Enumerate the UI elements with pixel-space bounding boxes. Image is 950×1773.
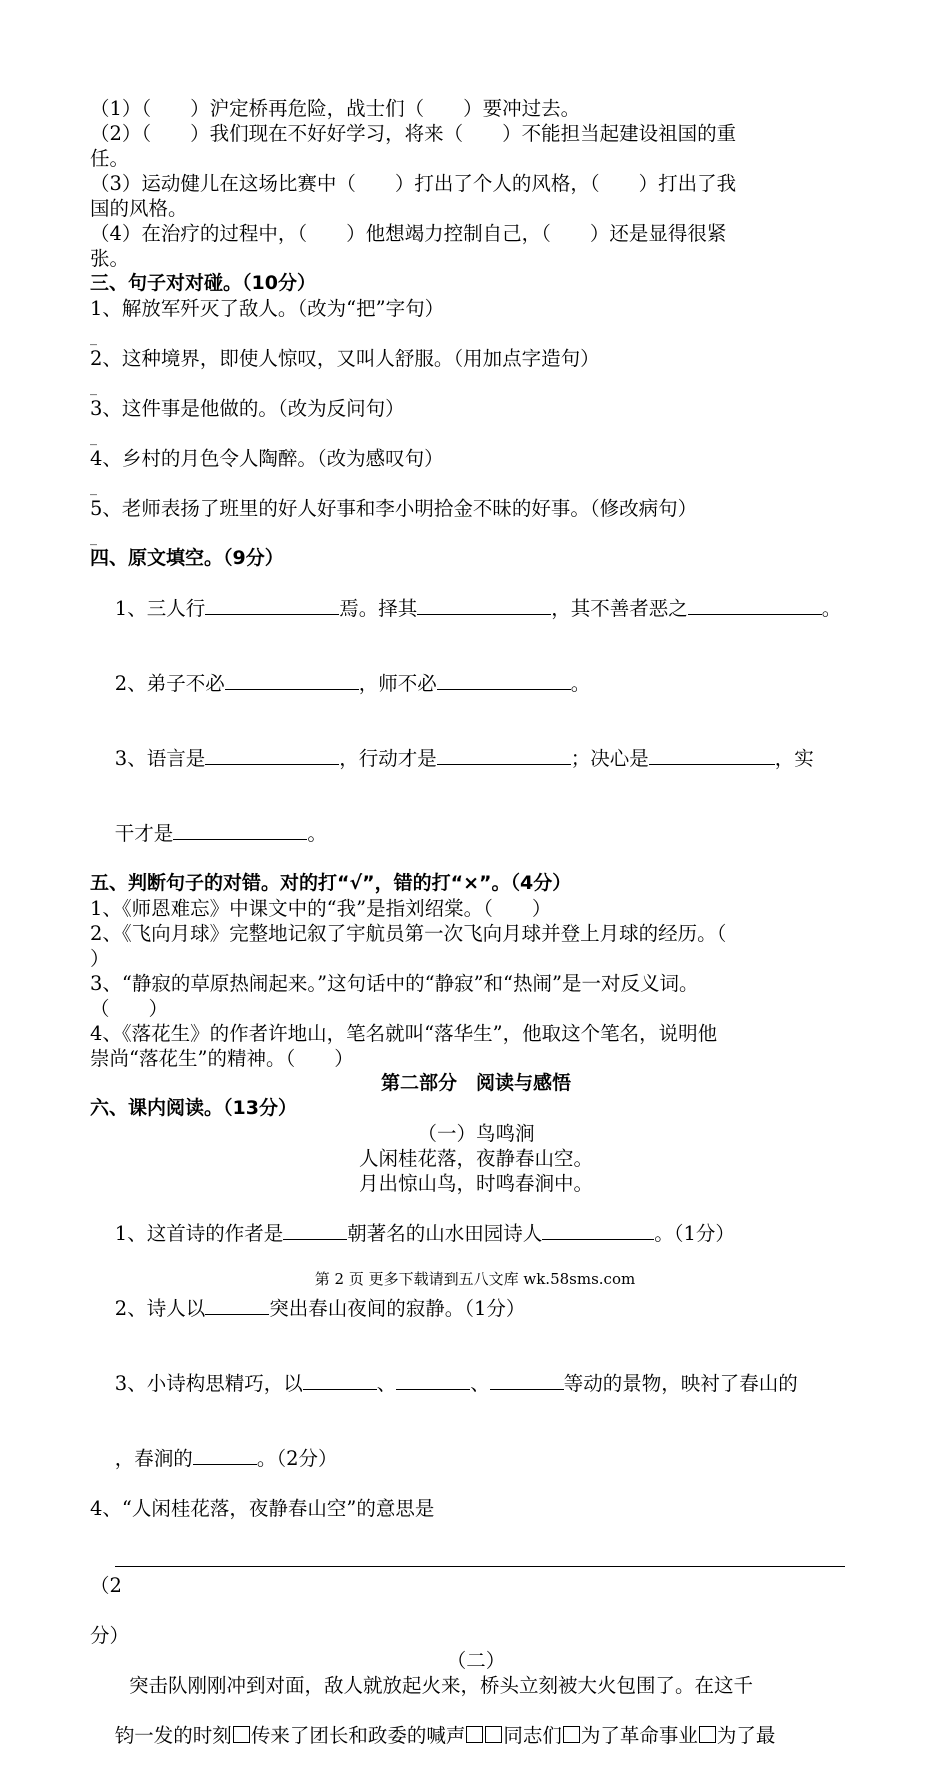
fill-line	[90, 721, 862, 796]
text-segment: 。（1分）	[654, 1222, 735, 1245]
answer-stub[interactable]: _	[90, 530, 97, 546]
question-line: 国的风格。	[90, 197, 188, 220]
part-title: 第二部分 阅读与感悟	[380, 1072, 571, 1094]
answer-stub[interactable]: _	[90, 480, 97, 496]
passage-title: （二）	[446, 1649, 506, 1672]
question-line: （ ）	[90, 997, 169, 1020]
punctuation-box[interactable]	[699, 1726, 716, 1743]
question-line: 3、“静寂的草原热闹起来。”这句话中的“静寂”和“热闹”是一对反义词。	[90, 972, 699, 995]
fill-line	[90, 571, 862, 646]
fill-blank[interactable]	[396, 1371, 470, 1390]
score-label: （2	[90, 1574, 122, 1597]
text-segment: ，其不善者恶之	[551, 597, 688, 620]
section-heading: 三、句子对对碰。（10分）	[90, 272, 316, 294]
answer-stub[interactable]: _	[90, 330, 97, 346]
text-segment: 为了最	[716, 1724, 776, 1747]
text-segment: ，实	[774, 747, 814, 770]
question-line: 4、乡村的月色令人陶醉。（改为感叹句）	[90, 447, 444, 470]
text-segment: 干才是	[114, 822, 174, 845]
question-line: 1、《师恩难忘》中课文中的“我”是指刘绍棠。（ ）	[90, 897, 552, 920]
text-segment: 3、小诗构思精巧，以	[114, 1372, 303, 1395]
text-segment: 为了革命事业	[580, 1724, 698, 1747]
question-line: 张。	[90, 247, 130, 270]
text-segment: 钧一发的时刻	[114, 1724, 232, 1747]
question-line: （2）（ ）我们现在不好好学习，将来（ ）不能担当起建设祖国的重	[90, 122, 737, 145]
text-segment: 等动的景物，映衬了春山的	[563, 1372, 798, 1395]
poem-title: （一）鸟鸣涧	[417, 1122, 535, 1145]
fill-blank[interactable]	[649, 746, 775, 765]
text-segment: ，行动才是	[339, 747, 437, 770]
fill-blank[interactable]	[205, 596, 339, 615]
text-segment: 朝著名的山水田园诗人	[347, 1222, 543, 1245]
fill-blank[interactable]	[437, 671, 571, 690]
question-line: 2、这种境界，即使人惊叹，又叫人舒服。（用加点字造句）	[90, 347, 600, 370]
text-segment: 1、三人行	[114, 597, 206, 620]
text-segment: 突出春山夜间的寂静。（1分）	[269, 1297, 526, 1320]
fill-blank[interactable]	[225, 671, 359, 690]
question-line: 2、《飞向月球》完整地记叙了宇航员第一次飞向月球并登上月球的经历。（	[90, 922, 727, 945]
page-footer: 第 2 页 更多下载请到五八文库 wk.58sms.com	[314, 1270, 636, 1288]
fill-line	[90, 646, 862, 721]
text-segment: ，师不必	[358, 672, 437, 695]
question-line: ）	[90, 947, 110, 970]
exam-page	[90, 96, 862, 1773]
text-segment: 。	[821, 597, 842, 620]
text-segment: 。	[570, 672, 591, 695]
fill-blank[interactable]	[688, 596, 822, 615]
fill-blank[interactable]	[205, 746, 339, 765]
fill-line	[90, 1421, 862, 1496]
text-segment: 1、这首诗的作者是	[114, 1222, 284, 1245]
punctuation-box[interactable]	[233, 1726, 250, 1743]
question-line: 崇尚“落花生”的精神。（ ）	[90, 1047, 354, 1070]
passage-line: 突击队刚刚冲到对面，敌人就放起火来，桥头立刻被大火包围了。在这千	[129, 1674, 754, 1697]
fill-line	[90, 1196, 862, 1271]
text-segment: 2、弟子不必	[114, 672, 225, 695]
text-segment: 、	[376, 1372, 397, 1395]
question-line: （3）运动健儿在这场比赛中（ ）打出了个人的风格，（ ）打出了我	[90, 172, 737, 195]
question-line: 4、“人闲桂花落，夜静春山空”的意思是	[90, 1497, 435, 1520]
section-heading: 五、判断句子的对错。对的打“√”，错的打“×”。（4分）	[90, 872, 572, 894]
fill-line	[90, 1346, 862, 1421]
punctuation-box[interactable]	[563, 1726, 580, 1743]
fill-blank[interactable]	[542, 1221, 654, 1240]
question-line: 3、这件事是他做的。（改为反问句）	[90, 397, 405, 420]
text-segment: 。（2分）	[256, 1447, 338, 1470]
poem-line: 月出惊山鸟，时鸣春涧中。	[358, 1172, 593, 1195]
text-segment: ，春涧的	[114, 1447, 193, 1470]
text-segment: 3、语言是	[114, 747, 206, 770]
question-line: 1、解放军歼灭了敌人。（改为“把”字句）	[90, 297, 445, 320]
fill-line	[90, 796, 862, 871]
text-segment: 传来了团长和政委的喊声	[250, 1724, 466, 1747]
text-segment: 2、诗人以	[114, 1297, 206, 1320]
text-segment: 、	[470, 1372, 490, 1395]
text-segment: 。	[307, 822, 327, 845]
answer-stub[interactable]: _	[90, 430, 97, 446]
fill-blank[interactable]	[303, 1371, 377, 1390]
answer-stub[interactable]: _	[90, 380, 97, 396]
score-label: 分）	[90, 1624, 130, 1647]
question-line: （1）（ ）沪定桥再危险，战士们（ ）要冲过去。	[90, 97, 581, 120]
question-line: 任。	[90, 147, 130, 170]
question-line: 4、《落花生》的作者许地山，笔名就叫“落华生”，他取这个笔名，说明他	[90, 1022, 718, 1045]
fill-blank[interactable]	[205, 1296, 269, 1315]
section-heading: 六、课内阅读。（13分）	[90, 1097, 297, 1119]
fill-blank[interactable]	[283, 1221, 347, 1240]
fill-blank[interactable]	[417, 596, 551, 615]
question-line: 5、老师表扬了班里的好人好事和李小明拾金不昧的好事。（修改病句）	[90, 497, 698, 520]
passage-line	[90, 1698, 862, 1773]
section-heading: 四、原文填空。（9分）	[90, 547, 284, 569]
text-segment: 同志们	[503, 1724, 562, 1747]
fill-blank[interactable]	[490, 1371, 564, 1390]
question-line: （4）在治疗的过程中，（ ）他想竭力控制自己，（ ）还是显得很紧	[90, 222, 727, 245]
fill-blank[interactable]	[193, 1446, 257, 1465]
answer-blank[interactable]	[115, 1546, 845, 1567]
text-segment: 焉。择其	[339, 597, 418, 620]
long-answer-line	[90, 1521, 862, 1623]
poem-line: 人闲桂花落，夜静春山空。	[358, 1147, 593, 1170]
text-segment: ；决心是	[570, 747, 649, 770]
punctuation-box[interactable]	[485, 1726, 502, 1743]
punctuation-box[interactable]	[466, 1726, 483, 1743]
fill-blank[interactable]	[173, 821, 307, 840]
fill-blank[interactable]	[437, 746, 571, 765]
